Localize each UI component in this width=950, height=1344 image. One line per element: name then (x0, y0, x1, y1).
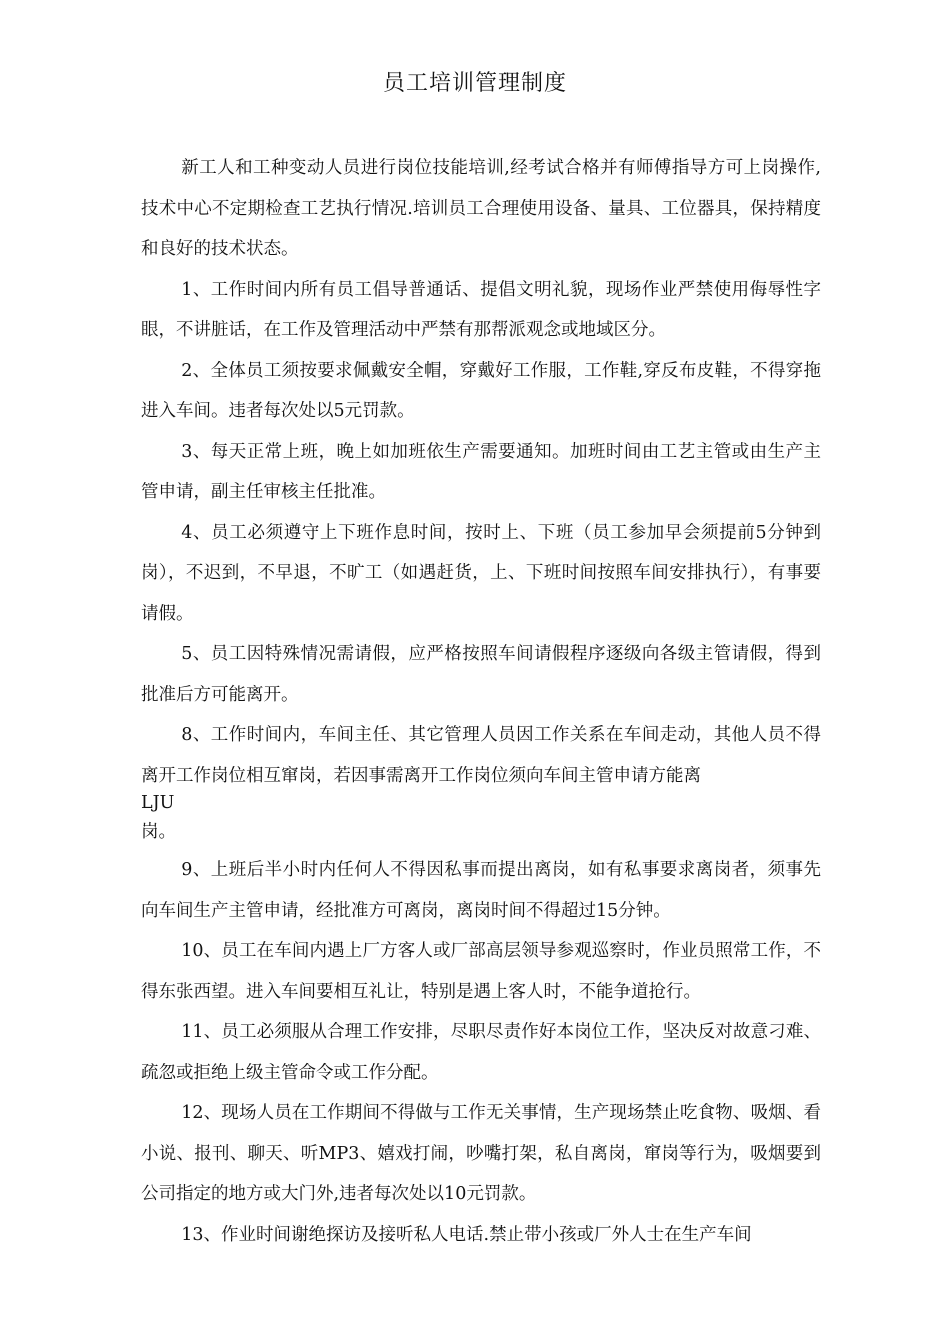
paragraph-rule-8-tail: 岗。 (141, 822, 176, 842)
paragraph-rule-12: 12、现场人员在工作期间不得做与工作无关事情，生产现场禁止吃食物、吸烟、看小说、报刊、聊天、听MP3、嬉戏打闹，吵嘴打架，私自离岗，窜岗等行为，吸烟要到公司指定的地方或大门外,违者每次处以10元罚款。 (141, 1103, 821, 1204)
paragraph-rule-2: 2、全体员工须按要求佩戴安全帽，穿戴好工作服，工作鞋,穿反布皮鞋，不得穿拖进入车间。违者每次处以5元罚款。 (141, 360, 821, 421)
paragraph-rule-9: 9、上班后半小时内任何人不得因私事而提出离岗，如有私事要求离岗者，须事先向车间生产主管申请，经批准方可离岗，离岗时间不得超过15分钟。 (141, 860, 821, 921)
document-title: 员工培训管理制度 (382, 71, 567, 96)
paragraph-rule-5: 5、员工因特殊情况需请假，应严格按照车间请假程序逐级向各级主管请假，得到批准后方可能离开。 (141, 644, 821, 705)
paragraph-rule-8-text: 8、工作时间内，车间主任、其它管理人员因工作关系在车间走动，其他人员不得离开工作岗位相互窜岗，若因事需离开工作岗位须向车间主管申请方能离 (141, 725, 821, 786)
paragraph-rule-3: 3、每天正常上班，晚上如加班依生产需要通知。加班时间由工艺主管或由生产主管申请，副主任审核主任批准。 (141, 441, 821, 502)
paragraph-rule-8-note: LJU (141, 793, 175, 813)
paragraph-rule-10: 10、员工在车间内遇上厂方客人或厂部高层领导参观巡察时，作业员照常工作，不得东张西望。进入车间要相互礼让，特别是遇上客人时，不能争道抢行。 (141, 941, 821, 1002)
document-body (141, 148, 821, 1255)
paragraph-rule-11: 11、员工必须服从合理工作安排，尽职尽责作好本岗位工作，坚决反对故意刁难、疏忽或拒绝上级主管命令或工作分配。 (141, 1022, 821, 1083)
paragraph-intro: 新工人和工种变动人员进行岗位技能培训,经考试合格并有师傅指导方可上岗操作,技术中心不定期检查工艺执行情况.培训员工合理使用设备、量具、工位器具，保持精度和良好的技术状态。 (141, 158, 821, 259)
paragraph-rule-8 (141, 715, 821, 850)
paragraph-rule-1: 1、工作时间内所有员工倡导普通话、提倡文明礼貌，现场作业严禁使用侮辱性字眼，不讲脏话，在工作及管理活动中严禁有那帮派观念或地域区分。 (141, 279, 821, 340)
paragraph-rule-4: 4、员工必须遵守上下班作息时间，按时上、下班（员工参加早会须提前5分钟到岗），不迟到，不早退，不旷工（如遇赶货，上、下班时间按照车间安排执行），有事要请假。 (141, 522, 821, 624)
paragraph-rule-13: 13、作业时间谢绝探访及接听私人电话.禁止带小孩或厂外人士在生产车间 (181, 1224, 752, 1245)
